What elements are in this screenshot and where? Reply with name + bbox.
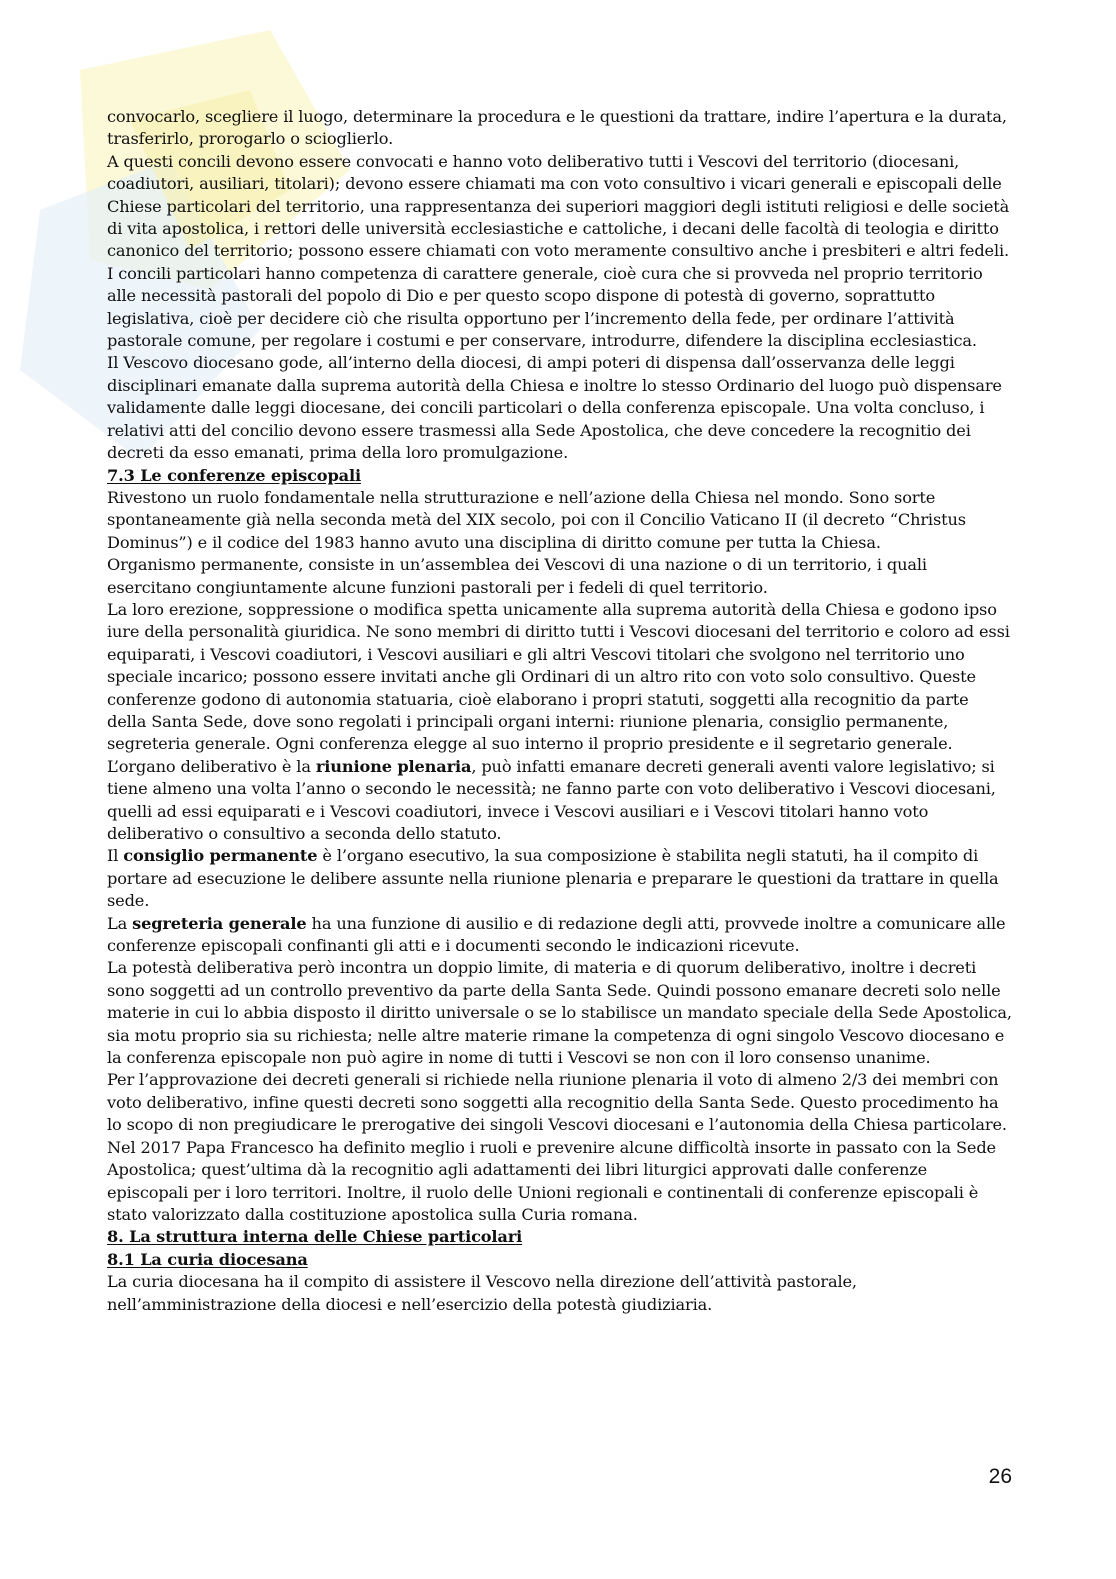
paragraph: Organismo permanente, consiste in un’assemblea dei Vescovi di una nazione o di un territorio, i quali esercitano congiuntamente alcune funzioni pastorali per i fedeli di quel territorio. (107, 555, 927, 597)
section-heading: 7.3 Le conferenze episcopali (107, 465, 361, 485)
paragraph-text: , può infatti emanare decreti generali aventi valore legislativo; si tiene almeno una volta l’anno o secondo le necessità; ne fanno parte con voto deliberativo i Vescovi diocesani, quelli ad essi equiparati e i Vescovi coadiutori, invece i Vescovi ausiliari e i Vescovi titolari hanno voto deliberativo o consultivo a seconda dello statuto. (107, 756, 996, 843)
paragraph: Per l’approvazione dei decreti generali si richiede nella riunione plenaria il voto di almeno 2/3 dei membri con voto deliberativo, infine questi decreti sono soggetti alla recognitio della Santa Sede. Questo procedimento ha lo scopo di non pregiudicare le prerogative dei singoli Vescovi diocesani e l’autonomia della Chiesa particolare. (107, 1070, 1007, 1135)
section-heading: 8.1 La curia diocesana (107, 1249, 308, 1269)
paragraph (107, 845, 1012, 912)
paragraph: La loro erezione, soppressione o modifica spetta unicamente alla suprema autorità della Chiesa e godono ipso iure della personalità giuridica. Ne sono membri di diritto tutti i Vescovi diocesani del territorio e coloro ad essi equiparati, i Vescovi coadiutori, i Vescovi ausiliari e gli altri Vescovi titolari che svolgono nel territorio uno speciale incarico; possono essere invitati anche gli Ordinari di un altro rito con voto solo consultivo. Queste conferenze godono di autonomia statuaria, cioè elaborano i propri statuti, soggetti alla recognitio da parte della Santa Sede, dove sono regolati i principali organi interni: riunione plenaria, consiglio permanente, segreteria generale. Ogni conferenza elegge al suo interno il proprio presidente e il segretario generale. (107, 599, 1010, 754)
paragraph-text: ha una funzione di ausilio e di redazione degli atti, provvede inoltre a comunicare alle conferenze episcopali confinanti gli atti e i documenti secondo le indicazioni ricevute. (107, 913, 1006, 956)
paragraph-text: L’organo deliberativo è la (107, 756, 316, 776)
page-number: 26 (988, 1465, 1012, 1488)
paragraph-text: è l’organo esecutivo, la sua composizione è stabilita negli statuti, ha il compito di portare ad esecuzione le delibere assunte nella riunione plenaria e preparare le questioni da trattare in quella sede. (107, 846, 999, 911)
paragraph: convocarlo, scegliere il luogo, determinare la procedura e le questioni da trattare, indire l’apertura e la durata, trasferirlo, prorogarlo o scioglierlo. (107, 107, 1007, 149)
paragraph-text: Il (107, 846, 124, 866)
paragraph (107, 756, 1012, 846)
bold-term: consiglio permanente (123, 846, 318, 866)
paragraph: Nel 2017 Papa Francesco ha definito meglio i ruoli e prevenire alcune difficoltà insorte in passato con la Sede Apostolica; quest’ultima dà la recognitio agli adattamenti dei libri liturgici approvati dalle conferenze episcopali per i loro territori. Inoltre, il ruolo delle Unioni regionali e continentali di conferenze episcopali è stato valorizzato dalla costituzione apostolica sulla Curia romana. (107, 1137, 996, 1224)
paragraph: I concili particolari hanno competenza di carattere generale, cioè cura che si provveda nel proprio territorio alle necessità pastorali del popolo di Dio e per questo scopo dispone di potestà di governo, soprattutto legislativa, cioè per decidere ciò che risulta opportuno per l’incremento della fede, per ordinare l’attività pastorale comune, per regolare i costumi e per conservare, introdurre, difendere la disciplina ecclesiastica. (107, 263, 983, 351)
bold-term: riunione plenaria (315, 756, 472, 776)
paragraph: Il Vescovo diocesano gode, all’interno della diocesi, di ampi poteri di dispensa dall’osservanza delle leggi disciplinari emanate dalla suprema autorità della Chiesa e inoltre lo stesso Ordinario del luogo può dispensare validamente dalle leggi diocesane, dei concili particolari o della conferenza episcopale. Una volta concluso, i relativi atti del concilio devono essere trasmessi alla Sede Apostolica, che deve concedere la recognitio dei decreti da esso emanati, prima della loro promulgazione. (107, 353, 1002, 463)
paragraph: La curia diocesana ha il compito di assistere il Vescovo nella direzione dell’attività pastorale, nell’amministrazione della diocesi e nell’esercizio della potestà giudiziaria. (107, 1272, 857, 1314)
paragraph: La potestà deliberativa però incontra un doppio limite, di materia e di quorum deliberativo, inoltre i decreti sono soggetti ad un controllo preventivo da parte della Santa Sede. Quindi possono emanare decreti solo nelle materie in cui lo abbia disposto il diritto universale o se lo stabilisce un mandato speciale della Sede Apostolica, sia motu proprio sia su richiesta; nelle altre materie rimane la competenza di ogni singolo Vescovo diocesano e la conferenza episcopale non può agire in nome di tutti i Vescovi se non con il loro consenso unanime. (107, 958, 1012, 1068)
paragraph: A questi concili devono essere convocati e hanno voto deliberativo tutti i Vescovi del territorio (diocesani, coadiutori, ausiliari, titolari); devono essere chiamati ma con voto consultivo i vicari generali e episcopali delle Chiese particolari del territorio, una rappresentanza dei superiori maggiori degli istituti religiosi e delle società di vita apostolica, i rettori delle università ecclesiastiche e cattoliche, i decani delle facoltà di teologia e diritto canonico del territorio; possono essere chiamati con voto meramente consultivo anche i presbiteri e altri fedeli. (107, 151, 1010, 261)
section-heading: 8. La struttura interna delle Chiese particolari (107, 1227, 523, 1247)
paragraph: Rivestono un ruolo fondamentale nella strutturazione e nell’azione della Chiesa nel mondo. Sono sorte spontaneamente già nella seconda metà del XIX secolo, poi con il Concilio Vaticano II (il decreto “Christus Dominus”) e il codice del 1983 hanno avuto una disciplina di diritto comune per tutta la Chiesa. (107, 487, 966, 552)
document-page (107, 106, 1012, 1316)
paragraph-text: La (107, 913, 133, 933)
paragraph (107, 913, 1012, 958)
bold-term: segreteria generale (132, 913, 307, 933)
